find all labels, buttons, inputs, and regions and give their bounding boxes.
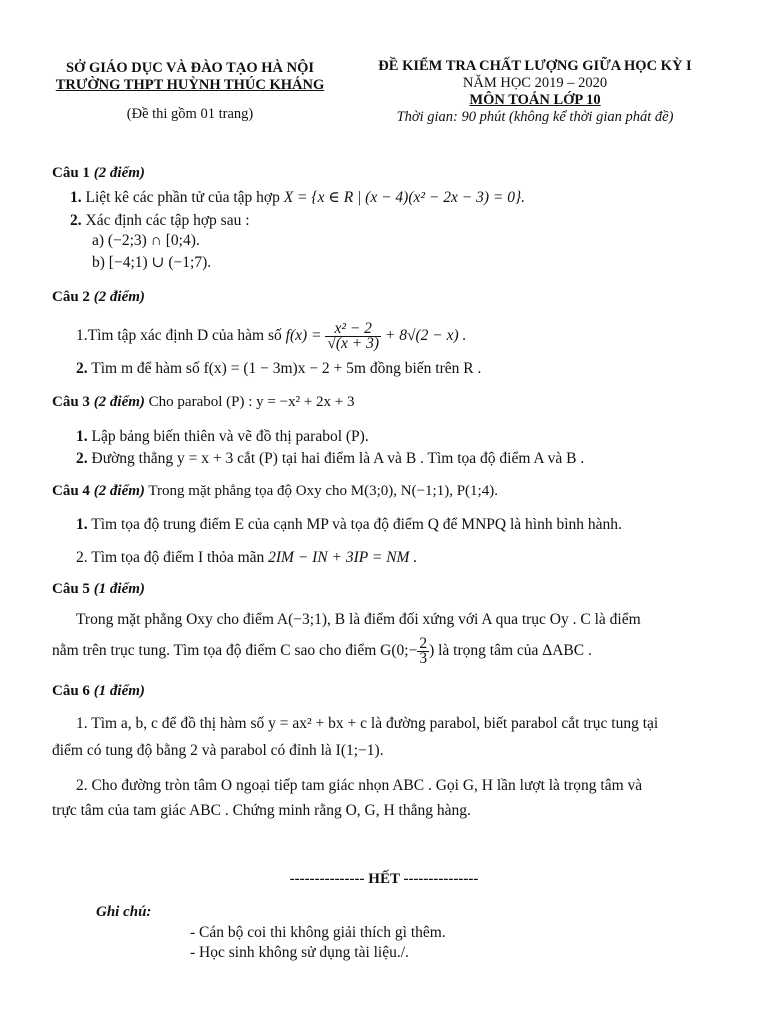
q2-part2-num: 2. xyxy=(76,360,88,377)
q2-part1-denominator: √(x + 3) xyxy=(327,335,380,352)
q2-part1-numerator: x² − 2 xyxy=(325,322,381,337)
q3-part1-num: 1. xyxy=(76,428,88,445)
q1-part2 xyxy=(70,212,250,230)
q4-part1-num: 1. xyxy=(76,516,88,533)
q2-part1-fraction xyxy=(325,322,381,351)
q1-title: Câu 1 xyxy=(52,165,90,181)
q4-intro: Trong mặt phẳng tọa độ Oxy cho M(3;0), N(−1;1), P(1;4). xyxy=(148,483,498,499)
q4-heading xyxy=(52,483,498,500)
q6-title: Câu 6 xyxy=(52,683,90,699)
q3-points: (2 điểm) xyxy=(93,394,145,410)
q2-part1 xyxy=(76,322,466,351)
q5-line2 xyxy=(52,637,592,666)
department-name: SỞ GIÁO DỤC VÀ ĐÀO TẠO HÀ NỘI xyxy=(65,60,314,76)
q3-part2-num: 2. xyxy=(76,450,88,467)
exam-time: Thời gian: 90 phút (không kể thời gian phát đề) xyxy=(396,109,674,125)
q4-part1-text: Tìm tọa độ trung điểm E của cạnh MP và tọa độ điểm Q để MNPQ là hình bình hành. xyxy=(91,516,622,533)
q1-part1-math: X = {x ∈ R | (x − 4)(x² − 2x − 3) = 0}. xyxy=(283,189,526,206)
q1-part2-text: Xác định các tập hợp sau : xyxy=(85,212,250,229)
q3-title: Câu 3 xyxy=(52,394,90,410)
q3-part2-text: Đường thẳng y = x + 3 cắt (P) tại hai điểm là A và B . Tìm tọa độ điểm A và B . xyxy=(91,450,585,467)
q2-part1-tail: + 8√(2 − x) . xyxy=(384,327,467,345)
q2-points: (2 điểm) xyxy=(93,289,145,305)
q1-part1-text: Liệt kê các phần tử của tập hợp xyxy=(85,189,280,206)
note-title: Ghi chú: xyxy=(96,904,152,920)
q4-part2 xyxy=(76,549,417,567)
q2-title: Câu 2 xyxy=(52,289,90,305)
q1-item-b: b) [−4;1) ∪ (−1;7). xyxy=(92,254,212,271)
q6-points: (1 điểm) xyxy=(93,683,145,699)
exam-title: ĐỀ KIỂM TRA CHẤT LƯỢNG GIỮA HỌC KỲ I xyxy=(378,58,692,74)
q1-part1-num: 1. xyxy=(70,189,82,206)
q3-intro: Cho parabol (P) : y = −x² + 2x + 3 xyxy=(148,394,355,410)
q5-line1: Trong mặt phẳng Oxy cho điểm A(−3;1), B là điểm đối xứng với A qua trục Oy . C là điểm xyxy=(76,611,641,628)
q4-part1 xyxy=(76,516,622,534)
q5-denominator: 3 xyxy=(419,650,428,667)
q1-part1 xyxy=(70,188,525,207)
q6-part1-line1: 1. Tìm a, b, c để đồ thị hàm số y = ax² + bx + c là đường parabol, biết parabol cắt trục tung tại xyxy=(76,715,659,732)
end-marker: --------------- HẾT --------------- xyxy=(289,871,479,887)
q6-part2-line2: trực tâm của tam giác ABC . Chứng minh rằng O, G, H thẳng hàng. xyxy=(52,802,471,819)
header-right xyxy=(335,58,735,126)
note-line-2: - Học sinh không sử dụng tài liệu./. xyxy=(190,944,409,961)
q1-item-a: a) (−2;3) ∩ [0;4). xyxy=(92,232,200,249)
q3-part1 xyxy=(76,428,369,446)
q3-heading xyxy=(52,394,355,411)
q3-part1-text: Lập bảng biến thiên và vẽ đồ thị parabol (P). xyxy=(91,428,369,445)
q5-fraction xyxy=(417,637,429,666)
q5-line2-a: nằm trên trục tung. Tìm tọa độ điểm C sao cho điểm G(0;− xyxy=(52,642,418,660)
q2-part2 xyxy=(76,360,481,378)
q1-part2-num: 2. xyxy=(70,212,82,229)
q4-points: (2 điểm) xyxy=(93,483,145,499)
q6-part2-line1: 2. Cho đường tròn tâm O ngoại tiếp tam giác nhọn ABC . Gọi G, H lần lượt là trọng tâm và xyxy=(76,777,643,794)
note-line-1: - Cán bộ coi thi không giải thích gì thêm. xyxy=(190,924,446,941)
q5-line2-b: ) là trọng tâm của ΔABC . xyxy=(429,642,592,660)
page-count: (Đề thi gồm 01 trang) xyxy=(126,106,254,122)
q4-part2-math: 2IM − IN + 3IP = NM . xyxy=(268,549,418,566)
q2-part1-text: 1.Tìm tập xác định D của hàm số xyxy=(76,327,282,345)
q5-title: Câu 5 xyxy=(52,581,90,597)
q1-points: (2 điểm) xyxy=(93,165,145,181)
q3-part2 xyxy=(76,450,584,468)
school-name: TRƯỜNG THPT HUỲNH THÚC KHÁNG xyxy=(55,77,325,93)
school-year: NĂM HỌC 2019 – 2020 xyxy=(462,75,608,91)
q2-part2-text: Tìm m để hàm số f(x) = (1 − 3m)x − 2 + 5m đồng biến trên R . xyxy=(91,360,482,377)
header-left xyxy=(30,60,350,123)
q4-title: Câu 4 xyxy=(52,483,90,499)
q5-points: (1 điểm) xyxy=(93,581,145,597)
q6-part1-line2: điểm có tung độ bằng 2 và parabol có đỉnh là I(1;−1). xyxy=(52,742,384,759)
q4-part2-text: 2. Tìm tọa độ điểm I thỏa mãn xyxy=(76,549,265,566)
q2-heading xyxy=(52,289,145,306)
q1-heading xyxy=(52,165,145,182)
q5-numerator: 2 xyxy=(419,635,428,652)
q6-heading xyxy=(52,683,145,700)
q5-heading xyxy=(52,581,145,598)
q2-part1-fx: f(x) = xyxy=(285,327,322,345)
subject: MÔN TOÁN LỚP 10 xyxy=(469,92,601,108)
